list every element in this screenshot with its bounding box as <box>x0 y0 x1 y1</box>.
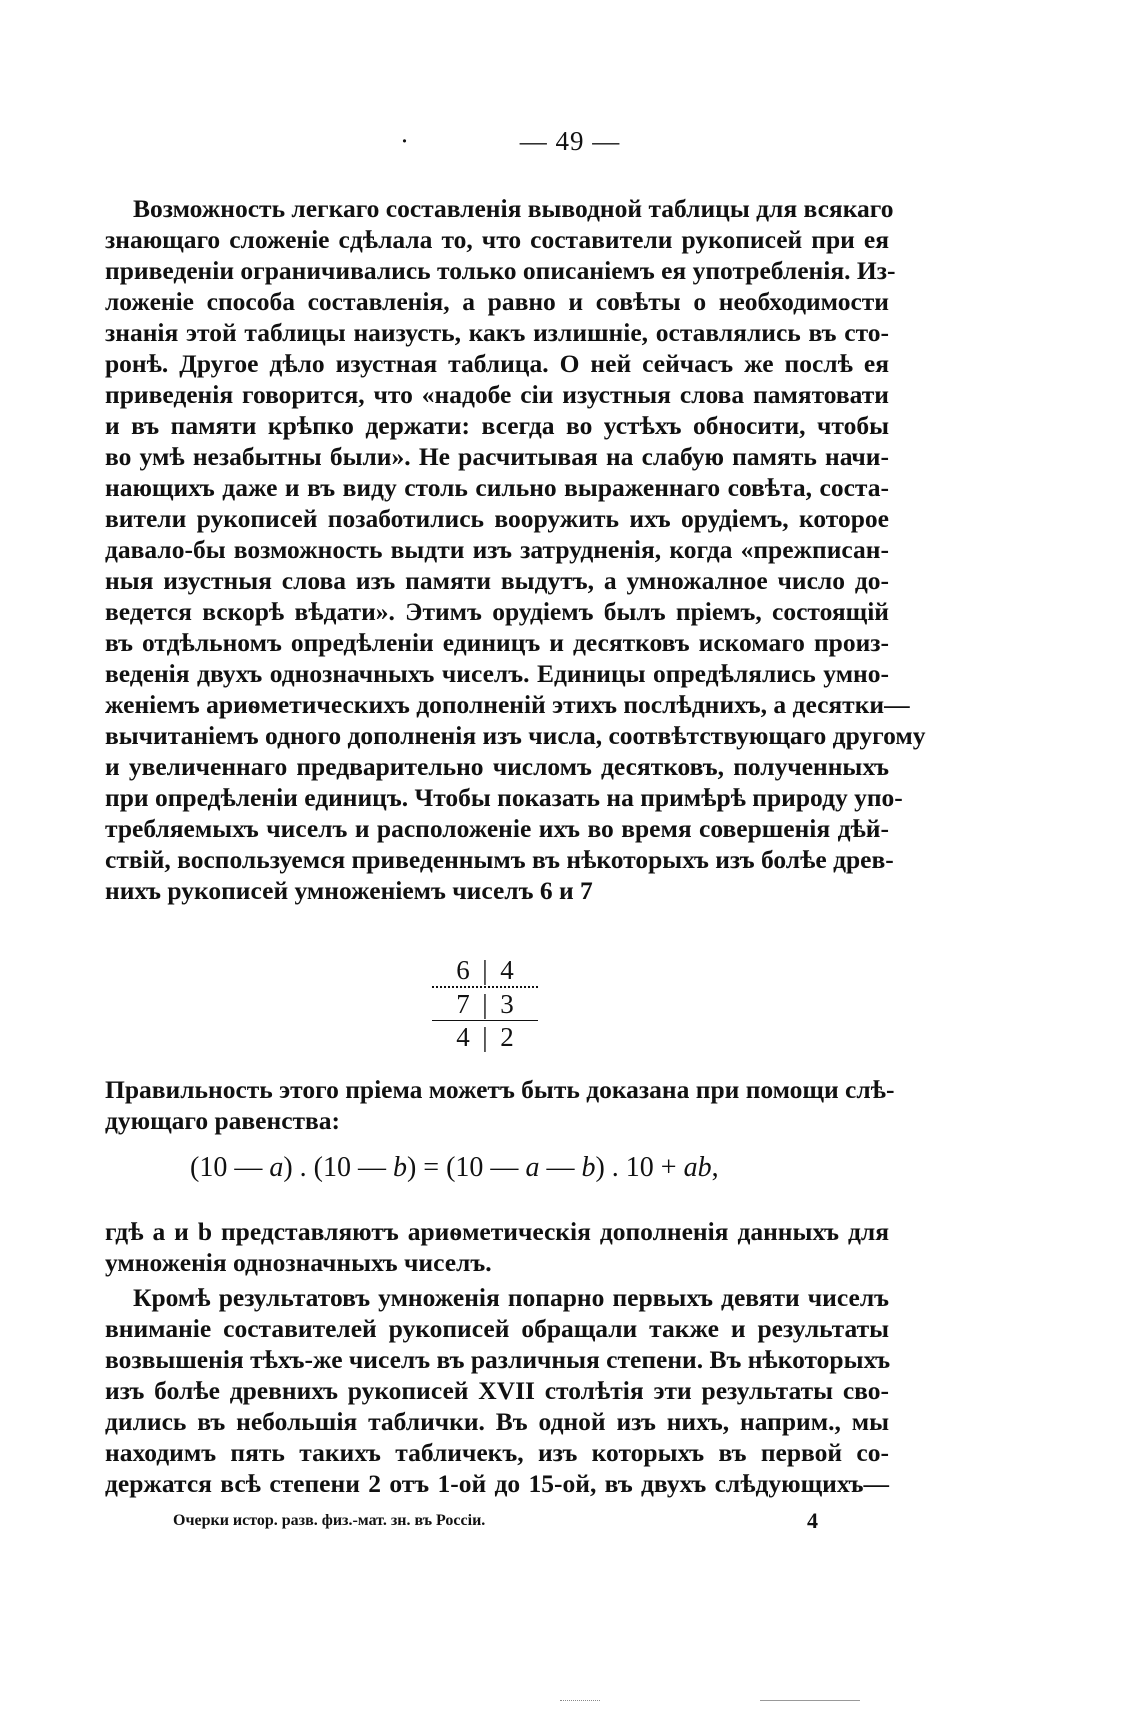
text-line: приведеніи ограничивались только описаніемъ ея употребленія. Из- <box>105 256 896 285</box>
table-row <box>430 1021 540 1053</box>
text-line: держатся всѣ степени 2 отъ 1-ой до 15-ой, въ двухъ слѣдующихъ— <box>105 1469 889 1498</box>
text-line: вниманіе составителей рукописей обращали также и результаты <box>105 1314 889 1343</box>
table-cell: 2 <box>500 1022 514 1052</box>
formula-variable: b <box>581 1152 596 1183</box>
text-line: знающаго сложеніе сдѣлала то, что составители рукописей при ея <box>105 225 889 254</box>
paragraph-2 <box>105 1074 895 1136</box>
text-line: ствій, воспользуемся приведеннымъ въ нѣкоторыхъ изъ болѣе древ- <box>105 845 894 874</box>
paragraph-3 <box>105 1216 889 1278</box>
running-footer: Очерки истор. разв. физ.-мат. зн. въ Россіи. <box>173 1512 486 1529</box>
paragraph-4 <box>105 1282 889 1499</box>
column-separator: | <box>482 989 488 1019</box>
multiplication-table <box>430 954 540 1053</box>
text-line: умноженія однозначныхъ чиселъ. <box>105 1248 492 1277</box>
text-line: Правильность этого пріема можетъ быть доказана при помощи слѣ- <box>105 1075 895 1104</box>
text-line: знанія этой таблицы наизусть, какъ излишніе, оставлялись въ сто- <box>105 318 889 347</box>
table-cell: 7 <box>456 989 470 1019</box>
formula-text: ) . (10 — <box>283 1152 393 1183</box>
text-line: дились въ небольшія таблички. Въ одной изъ нихъ, наприм., мы <box>105 1407 889 1436</box>
table-cell: 3 <box>500 989 514 1019</box>
formula-text: (10 — <box>190 1152 270 1183</box>
text-line: и въ памяти крѣпко держати: всегда во устѣхъ обносити, чтобы <box>105 411 889 440</box>
text-line: приведенія говорится, что «надобе сіи изустныя слова памятовати <box>105 380 889 409</box>
paragraph-1 <box>105 193 926 906</box>
text-line: изъ болѣе древнихъ рукописей XVII столѣтія эти результаты сво- <box>105 1376 889 1405</box>
page-number-text: — 49 — <box>519 126 621 156</box>
page-number <box>0 126 1140 157</box>
table-cell: 4 <box>456 1022 470 1052</box>
text-line: въ отдѣльномъ опредѣленіи единицъ и десятковъ искомаго произ- <box>105 628 889 657</box>
text-line: находимъ пять такихъ табличекъ, изъ которыхъ въ первой со- <box>105 1438 889 1467</box>
table-cell: 6 <box>456 955 470 985</box>
text-line: ронѣ. Другое дѣло изустная таблица. О ней сейчасъ же послѣ ея <box>105 349 889 378</box>
table-row <box>430 954 540 986</box>
text-line: вители рукописей позаботились вооружить ихъ орудіемъ, которое <box>105 504 889 533</box>
equation <box>190 1152 719 1184</box>
text-line: дующаго равенства: <box>105 1106 341 1135</box>
text-line: нихъ рукописей умноженіемъ чиселъ 6 и 7 <box>105 876 593 905</box>
formula-text: — <box>539 1152 582 1183</box>
formula-text: ) . 10 + <box>595 1152 684 1183</box>
text-line: ложеніе способа составленія, а равно и совѣты о необходимости <box>105 287 889 316</box>
text-line: требляемыхъ чиселъ и расположеніе ихъ во время совершенія дѣй- <box>105 814 889 843</box>
stray-dot: · <box>400 126 410 156</box>
scan-mark <box>560 1700 600 1701</box>
text-line: гдѣ a и b представляютъ ариѳметическія дополненія данныхъ для <box>105 1217 889 1246</box>
text-line: ведется вскорѣ вѣдати». Этимъ орудіемъ былъ пріемъ, состоящій <box>105 597 889 626</box>
table-cell: 4 <box>500 955 514 985</box>
text-line: нающихъ даже и въ виду столь сильно выраженнаго совѣта, соста- <box>105 473 889 502</box>
formula-variable: b <box>392 1152 407 1183</box>
formula-text: ) = (10 — <box>406 1152 526 1183</box>
text-line: ныя изустныя слова изъ памяти выдутъ, а умножалное число до- <box>105 566 889 595</box>
text-line: и увеличеннаго предварительно числомъ десятковъ, полученныхъ <box>105 752 889 781</box>
formula-text: , <box>711 1152 719 1183</box>
column-separator: | <box>482 955 488 985</box>
text-line: веденія двухъ однозначныхъ чиселъ. Единицы опредѣлялись умно- <box>105 659 889 688</box>
formula-variable: a <box>525 1152 540 1183</box>
text-line: во умѣ незабытны были». Не расчитывая на слабую память начи- <box>105 442 889 471</box>
formula-variable: ab <box>683 1152 712 1183</box>
text-line: вычитаніемъ одного дополненія изъ числа, соотвѣтствующаго другому <box>105 721 926 750</box>
scan-mark <box>760 1700 860 1701</box>
text-line: Кромѣ результатовъ умноженія попарно первыхъ девяти чиселъ <box>133 1283 889 1312</box>
text-line: возвышенія тѣхъ-же чиселъ въ различныя степени. Въ нѣкоторыхъ <box>105 1345 891 1374</box>
formula-variable: a <box>269 1152 284 1183</box>
column-separator: | <box>482 1022 488 1052</box>
text-line: давало-бы возможность выдти изъ затрудненія, когда «прежписан- <box>105 535 889 564</box>
text-line: Возможность легкаго составленія выводной таблицы для всякаго <box>133 194 894 223</box>
table-row <box>430 988 540 1020</box>
text-line: при опредѣленіи единицъ. Чтобы показать на примѣрѣ природу упо- <box>105 783 903 812</box>
scan-artifacts <box>0 1700 1140 1710</box>
text-line: женіемъ ариѳметическихъ дополненій этихъ послѣднихъ, а десятки— <box>105 690 910 719</box>
signature-mark: 4 <box>807 1508 818 1533</box>
